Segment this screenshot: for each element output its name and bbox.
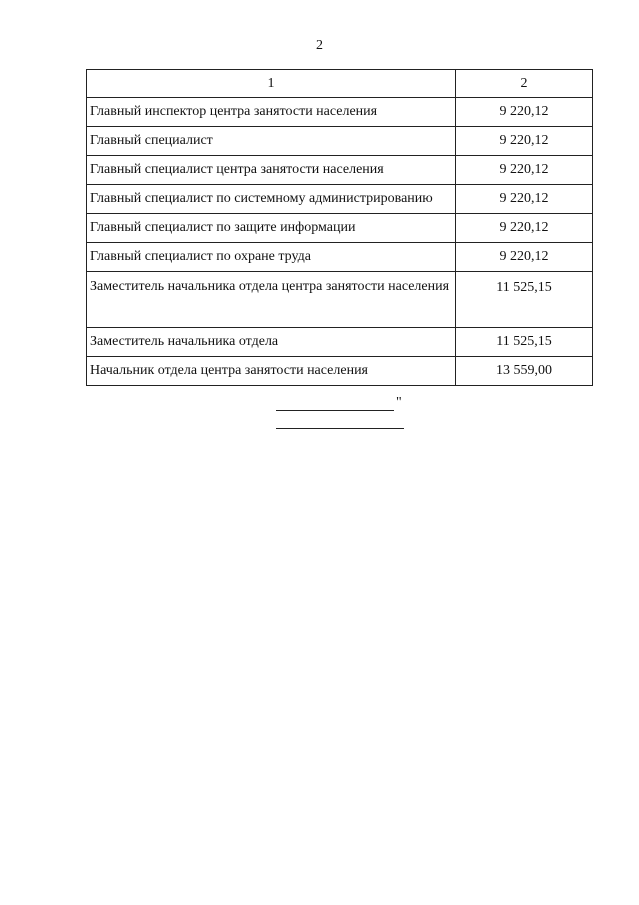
table-row xyxy=(87,328,593,357)
position-name-cell: Главный специалист центра занятости населения xyxy=(87,156,456,185)
position-name-cell: Главный специалист xyxy=(87,127,456,156)
closing-marks xyxy=(276,395,416,435)
column-header-2: 2 xyxy=(456,70,593,98)
position-name-cell: Заместитель начальника отдела xyxy=(87,328,456,357)
position-name-cell: Заместитель начальника отдела центра занятости населения xyxy=(87,272,456,328)
position-name-cell: Начальник отдела центра занятости населения xyxy=(87,357,456,386)
salary-value-cell: 11 525,15 xyxy=(456,328,593,357)
salary-value-cell: 11 525,15 xyxy=(456,272,593,328)
table-row xyxy=(87,156,593,185)
table-row xyxy=(87,214,593,243)
table-row xyxy=(87,127,593,156)
page-number: 2 xyxy=(316,38,323,53)
position-name-cell: Главный специалист по охране труда xyxy=(87,243,456,272)
table-row xyxy=(87,272,593,328)
closing-underline-bottom xyxy=(276,428,404,429)
salary-value-cell: 13 559,00 xyxy=(456,357,593,386)
position-name-cell: Главный специалист по системному администрированию xyxy=(87,185,456,214)
salary-value-cell: 9 220,12 xyxy=(456,156,593,185)
salary-value-cell: 9 220,12 xyxy=(456,127,593,156)
salary-value-cell: 9 220,12 xyxy=(456,243,593,272)
table-row xyxy=(87,243,593,272)
salary-table xyxy=(86,69,593,386)
table-row xyxy=(87,98,593,127)
position-name-cell: Главный специалист по защите информации xyxy=(87,214,456,243)
table-row xyxy=(87,357,593,386)
position-name-cell: Главный инспектор центра занятости населения xyxy=(87,98,456,127)
closing-quote-mark: " xyxy=(396,395,402,410)
column-header-1: 1 xyxy=(87,70,456,98)
salary-value-cell: 9 220,12 xyxy=(456,214,593,243)
closing-underline-top xyxy=(276,410,394,411)
salary-value-cell: 9 220,12 xyxy=(456,185,593,214)
table-row xyxy=(87,185,593,214)
table-header-row xyxy=(87,70,593,98)
salary-value-cell: 9 220,12 xyxy=(456,98,593,127)
